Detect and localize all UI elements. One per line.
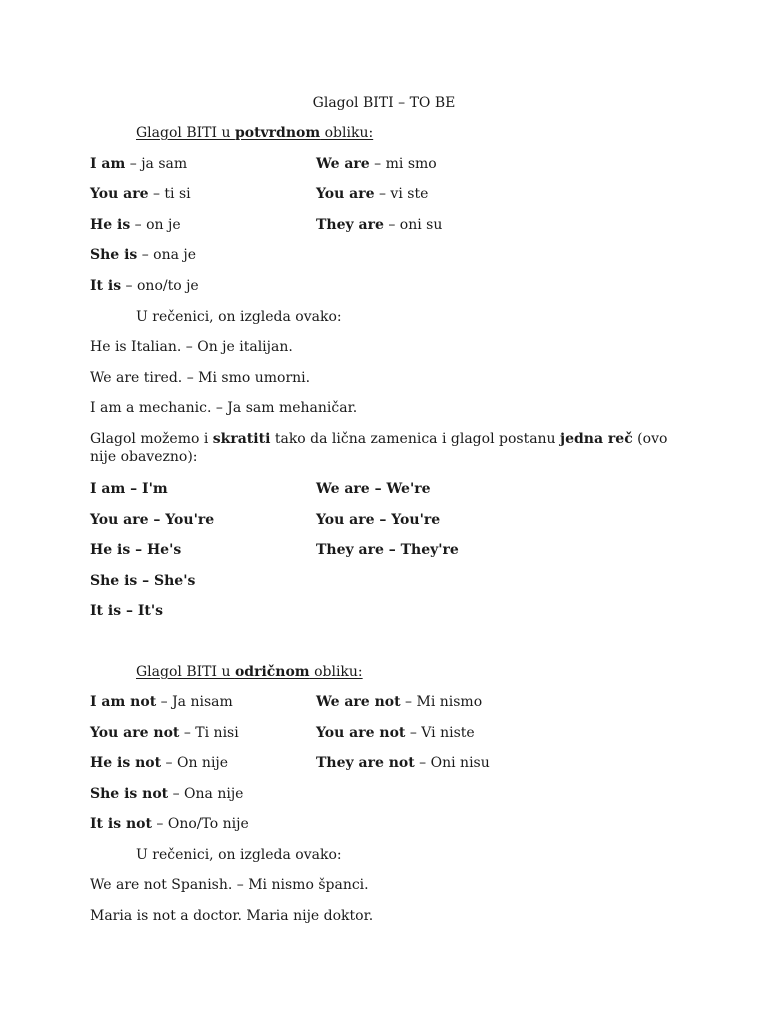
conjugation-row: We are not – Mi nismo [316,694,483,710]
sentence-intro: U rečenici, on izgleda ovako: [136,847,342,863]
conjugation-row: She is – ona je [90,247,197,263]
affirmative-heading-text: Glagol BITI u potvrdnom obliku: [136,125,374,141]
negative-heading-text: Glagol BITI u odričnom obliku: [136,664,363,680]
contraction-row: I am – I'm [90,481,168,497]
conjugation-row: You are – vi ste [316,186,429,202]
negative-heading [136,663,363,681]
example-sentence: We are not Spanish. – Mi nismo španci. [90,877,369,893]
example-sentence: We are tired. – Mi smo umorni. [90,370,311,386]
conjugation-row: It is – ono/to je [90,278,199,294]
conjugation-row: You are – ti si [90,186,191,202]
contraction-row: It is – It's [90,603,164,619]
conjugation-row: They are not – Oni nisu [316,755,490,771]
example-sentence: I am a mechanic. – Ja sam mehaničar. [90,400,358,416]
conjugation-row: You are not – Vi niste [316,725,475,741]
conjugation-row: You are not – Ti nisi [90,725,239,741]
conjugation-row: They are – oni su [316,217,443,233]
conjugation-row: She is not – Ona nije [90,786,244,802]
conjugation-row: He is – on je [90,217,181,233]
conjugation-row: We are – mi smo [316,156,437,172]
conjugation-row: It is not – Ono/To nije [90,816,249,832]
conjugation-row: He is not – On nije [90,755,229,771]
conjugation-row: I am not – Ja nisam [90,694,233,710]
example-sentence: Maria is not a doctor. Maria nije doktor. [90,908,374,924]
contraction-row: He is – He's [90,542,182,558]
contraction-row: You are – You're [316,512,441,528]
contraction-paragraph: Glagol možemo i skratiti tako da lična zamenica i glagol postanu jedna reč (ovo nije obavezno): [90,431,668,465]
contraction-row: They are – They're [316,542,459,558]
sentence-intro: U rečenici, on izgleda ovako: [136,309,342,325]
contraction-row: You are – You're [90,512,215,528]
affirmative-heading [136,124,373,142]
conjugation-row: I am – ja sam [90,156,188,172]
contraction-row: We are – We're [316,481,431,497]
example-sentence: He is Italian. – On je italijan. [90,339,293,355]
page-title: Glagol BITI – TO BE [312,95,456,111]
contraction-row: She is – She's [90,573,196,589]
